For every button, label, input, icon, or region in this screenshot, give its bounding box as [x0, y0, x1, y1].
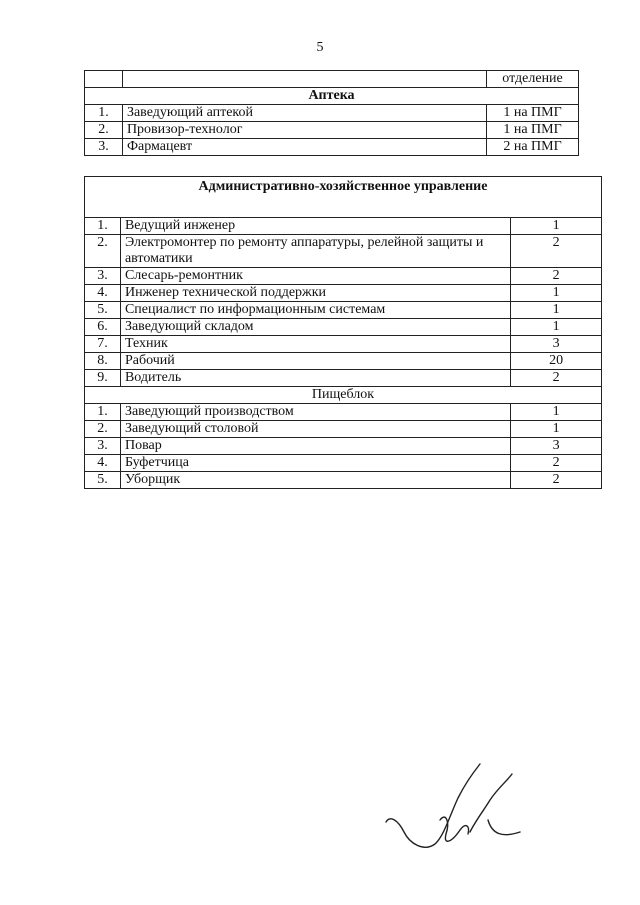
- section-row: [85, 387, 602, 404]
- position-name: Техник: [120, 336, 510, 353]
- section-title: Аптека: [85, 88, 579, 105]
- table-row: [85, 472, 602, 489]
- position-count: 2: [511, 235, 602, 268]
- table-row: [85, 235, 602, 268]
- position-name: Водитель: [120, 370, 510, 387]
- position-count: 2: [511, 268, 602, 285]
- position-count: 1 на ПМГ: [487, 122, 579, 139]
- row-number: 8.: [85, 353, 121, 370]
- table-row: [85, 218, 602, 235]
- table-row: [85, 404, 602, 421]
- position-name: Заведующий аптекой: [122, 105, 486, 122]
- position-name: Электромонтер по ремонту аппаратуры, релейной защиты и автоматики: [120, 235, 510, 268]
- row-number: 3.: [85, 139, 123, 156]
- table-cell: отделение: [487, 71, 579, 88]
- position-name: Заведующий складом: [120, 319, 510, 336]
- position-count: 1: [511, 285, 602, 302]
- position-count: 20: [511, 353, 602, 370]
- table-row: [85, 438, 602, 455]
- position-count: 2: [511, 455, 602, 472]
- row-number: 4.: [85, 455, 121, 472]
- table-cell: [85, 71, 123, 88]
- position-name: Заведующий столовой: [120, 421, 510, 438]
- row-number: 2.: [85, 421, 121, 438]
- pharmacy-table: [84, 70, 579, 156]
- page-number: 5: [316, 40, 324, 55]
- row-number: 1.: [85, 105, 123, 122]
- position-count: 1: [511, 302, 602, 319]
- position-count: 1: [511, 421, 602, 438]
- row-number: 3.: [85, 438, 121, 455]
- table-row: [85, 122, 579, 139]
- table-row: [85, 336, 602, 353]
- row-number: 4.: [85, 285, 121, 302]
- position-name: Заведующий производством: [120, 404, 510, 421]
- table-row: [85, 268, 602, 285]
- row-number: 2.: [85, 235, 121, 268]
- position-name: Специалист по информационным системам: [120, 302, 510, 319]
- section-row: [85, 88, 579, 105]
- table-row: [85, 319, 602, 336]
- table-row: [85, 370, 602, 387]
- position-name: Повар: [120, 438, 510, 455]
- position-count: 3: [511, 336, 602, 353]
- table-row: [85, 285, 602, 302]
- position-count: 1: [511, 218, 602, 235]
- section-row: [85, 177, 602, 218]
- position-name: Провизор-технолог: [122, 122, 486, 139]
- table-row: [85, 421, 602, 438]
- position-name: Слесарь-ремонтник: [120, 268, 510, 285]
- row-number: 1.: [85, 404, 121, 421]
- row-number: 9.: [85, 370, 121, 387]
- position-count: 2: [511, 370, 602, 387]
- section-title: Административно-хозяйственное управление: [85, 177, 602, 218]
- row-number: 5.: [85, 302, 121, 319]
- row-number: 7.: [85, 336, 121, 353]
- position-count: 2: [511, 472, 602, 489]
- table-row: [85, 139, 579, 156]
- row-number: 2.: [85, 122, 123, 139]
- position-name: Инженер технической поддержки: [120, 285, 510, 302]
- position-count: 2 на ПМГ: [487, 139, 579, 156]
- row-number: 3.: [85, 268, 121, 285]
- table-row: [85, 455, 602, 472]
- row-number: 6.: [85, 319, 121, 336]
- position-name: Ведущий инженер: [120, 218, 510, 235]
- admin-table: [84, 176, 602, 489]
- position-count: 1: [511, 404, 602, 421]
- position-count: 1: [511, 319, 602, 336]
- signature-icon: [380, 760, 530, 865]
- position-name: Уборщик: [120, 472, 510, 489]
- position-name: Буфетчица: [120, 455, 510, 472]
- position-count: 3: [511, 438, 602, 455]
- table-header-row: [85, 71, 579, 88]
- table-row: [85, 105, 579, 122]
- position-count: 1 на ПМГ: [487, 105, 579, 122]
- table-cell: [122, 71, 486, 88]
- row-number: 5.: [85, 472, 121, 489]
- position-name: Рабочий: [120, 353, 510, 370]
- row-number: 1.: [85, 218, 121, 235]
- table-row: [85, 353, 602, 370]
- section-title: Пищеблок: [85, 387, 602, 404]
- table-row: [85, 302, 602, 319]
- position-name: Фармацевт: [122, 139, 486, 156]
